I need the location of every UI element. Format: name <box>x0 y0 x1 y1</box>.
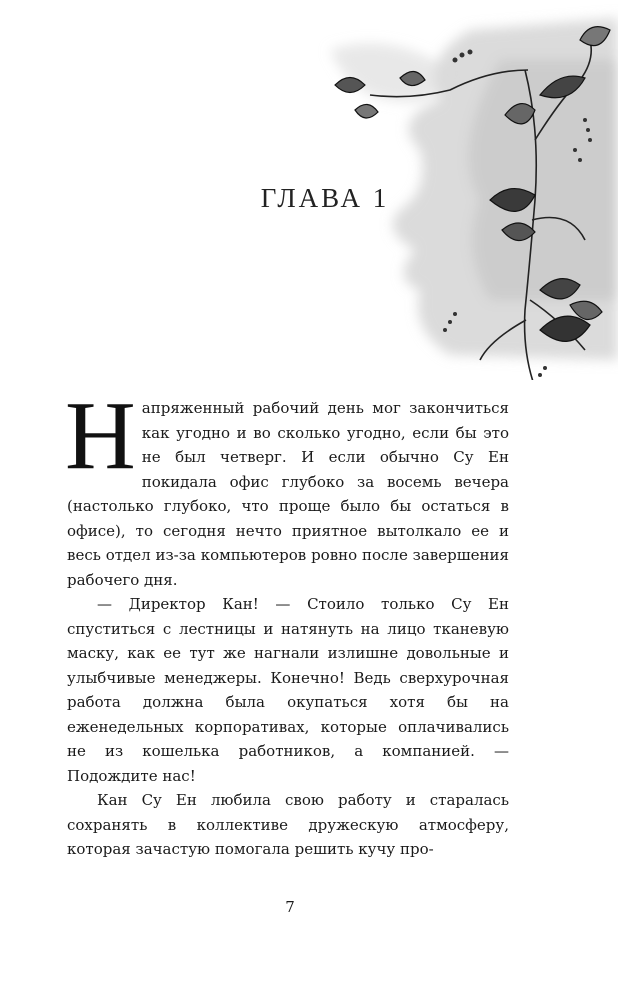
chapter-title: ГЛАВА 1 <box>260 183 390 213</box>
drop-cap: Н <box>65 382 136 490</box>
paragraph-3: Кан Су Ен любила свою работу и старалась сохранять в коллективе дружескую атмосферу, которая зачастую помогала решить кучу про- <box>67 791 509 858</box>
paragraph-1-text: апряженный рабочий день мог закончиться как угодно и во сколько угодно, если бы это не был четверг. И если обычно Су Ен покидала офис глубоко за восемь вечера (настолько глубоко, что проще было бы остаться в офисе), то сегодня нечто приятное вытолкало ее и весь отдел из-за компьютеров ровно после завершения рабочего дня. <box>67 399 509 589</box>
chapter-body <box>65 382 509 862</box>
paragraph-1 <box>65 382 509 592</box>
paragraph-2: — Директор Кан! — Стоило только Су Ен спуститься с лестницы и натянуть на лицо тканевую маску, как ее тут же нагнали излишне довольные и улыбчивые менеджеры. Конечно! Ведь сверхурочная работа должна была окупаться хотя бы на еженедельных корпоративах, которые оплачивались не из кошелька работников, а компанией. — Подождите нас! <box>67 595 509 785</box>
page-number: 7 <box>285 898 295 916</box>
